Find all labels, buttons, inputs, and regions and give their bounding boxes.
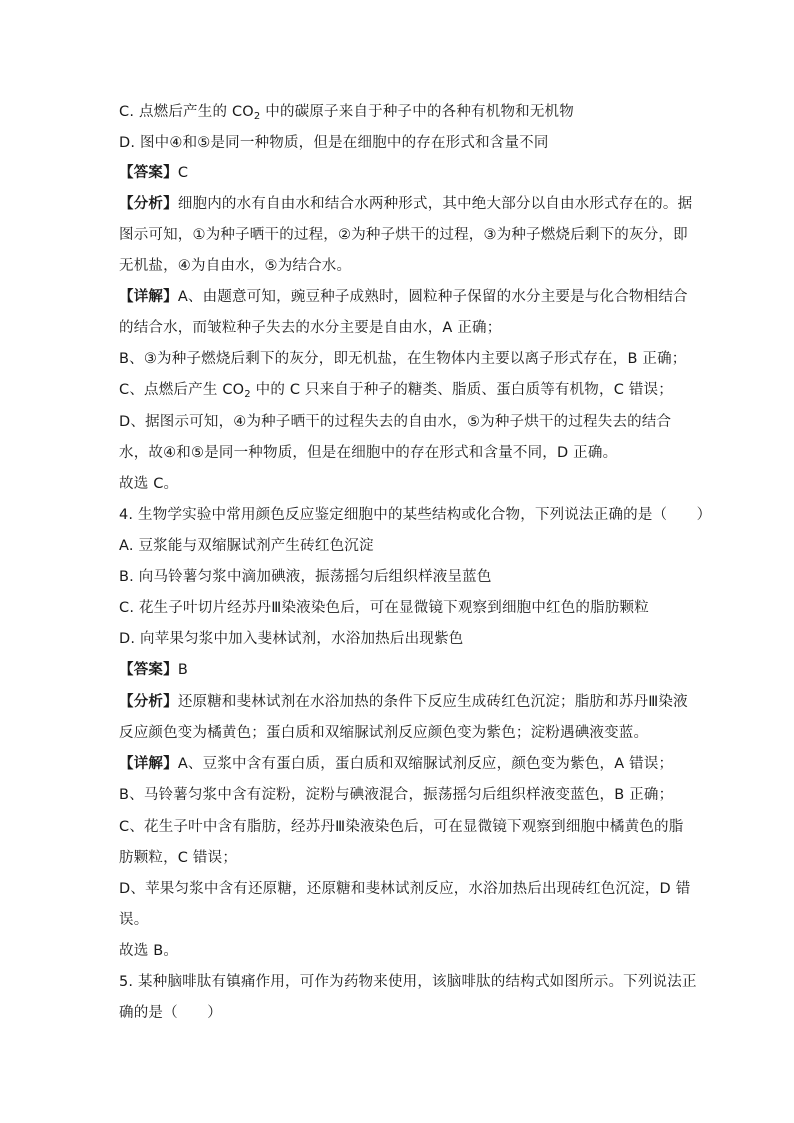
explanation-line: C、点燃后产生 $CO_2$ 中的 C 只来自于种子的糖类、脂质、蛋白质等有机物，C 错误； (119, 382, 673, 400)
question-4-stem: 4. 生物学实验中常用颜色反应鉴定细胞中的某些结构或化合物，下列说法正确的是（ ） (119, 507, 712, 523)
option-a-line: A. 豆浆能与双缩脲试剂产生砖红色沉淀 (119, 538, 374, 554)
analysis-line: 反应颜色变为橘黄色；蛋白质和双缩脲试剂反应颜色变为紫色；淀粉遇碘液变蓝。 (119, 725, 649, 741)
explanation-line: C、花生子叶中含有脂肪，经苏丹Ⅲ染液染色后，可在显微镜下观察到细胞中橘黄色的脂 (119, 819, 684, 835)
explanation-line: D、据图示可知，④为种子晒干的过程失去的自由水，⑤为种子烘干的过程失去的结合 (119, 414, 672, 430)
option-c-line: C. 点燃后产生的 $CO_2$ 中的碳原子来自于种子中的各种有机物和无机物 (119, 104, 574, 122)
explanation-line: 水，故④和⑤是同一种物质，但是在细胞中的存在形式和含量不同，D 正确。 (119, 445, 618, 461)
explanation-line: 【详解】A、由题意可知，豌豆种子成熟时，圆粒种子保留的水分主要是与化合物相结合 (119, 289, 688, 305)
analysis-line: 【分析】还原糖和斐林试剂在水浴加热的条件下反应生成砖红色沉淀；脂肪和苏丹Ⅲ染液 (119, 694, 688, 710)
explanation-line: D、苹果匀浆中含有还原糖，还原糖和斐林试剂反应，水浴加热后出现砖红色沉淀，D 错 (119, 881, 691, 897)
analysis-line: 【分析】细胞内的水有自由水和结合水两种形式，其中绝大部分以自由水形式存在的。据 (119, 196, 693, 212)
option-d-line: D. 向苹果匀浆中加入斐林试剂，水浴加热后出现紫色 (119, 631, 464, 647)
question-5-stem: 5. 某种脑啡肽有镇痛作用，可作为药物来使用，该脑啡肽的结构式如图所示。下列说法正 (119, 974, 697, 990)
option-b-line: B. 向马铃薯匀浆中滴加碘液，振荡摇匀后组织样液呈蓝色 (119, 569, 492, 585)
choice-line: 故选 C。 (119, 476, 179, 492)
explanation-line: B、③为种子燃烧后剩下的灰分，即无机盐，在生物体内主要以离子形式存在，B 正确； (119, 351, 687, 367)
explanation-line: 误。 (119, 912, 149, 928)
choice-line: 故选 B。 (119, 943, 179, 959)
explanation-line: 的结合水，而皱粒种子失去的水分主要是自由水，A 正确； (119, 320, 502, 336)
explanation-line: B、马铃薯匀浆中含有淀粉，淀粉与碘液混合，振荡摇匀后组织样液变蓝色，B 正确； (119, 787, 674, 803)
option-c-line: C. 花生子叶切片经苏丹Ⅲ染液染色后，可在显微镜下观察到细胞中红色的脂肪颗粒 (119, 600, 649, 616)
explanation-line: 肪颗粒，C 错误； (119, 850, 238, 866)
question-5-stem: 确的是（ ） (119, 1005, 222, 1021)
explanation-line: 【详解】A、豆浆中含有蛋白质，蛋白质和双缩脲试剂反应，颜色变为紫色，A 错误； (119, 756, 674, 772)
analysis-line: 无机盐，④为自由水，⑤为结合水。 (119, 258, 352, 274)
answer-line: 【答案】C (119, 165, 189, 181)
analysis-line: 图示可知，①为种子晒干的过程，②为种子烘干的过程，③为种子燃烧后剩下的灰分，即 (119, 227, 688, 243)
answer-line: 【答案】B (119, 662, 188, 678)
option-d-line: D. 图中④和⑤是同一种物质，但是在细胞中的存在形式和含量不同 (119, 135, 549, 151)
